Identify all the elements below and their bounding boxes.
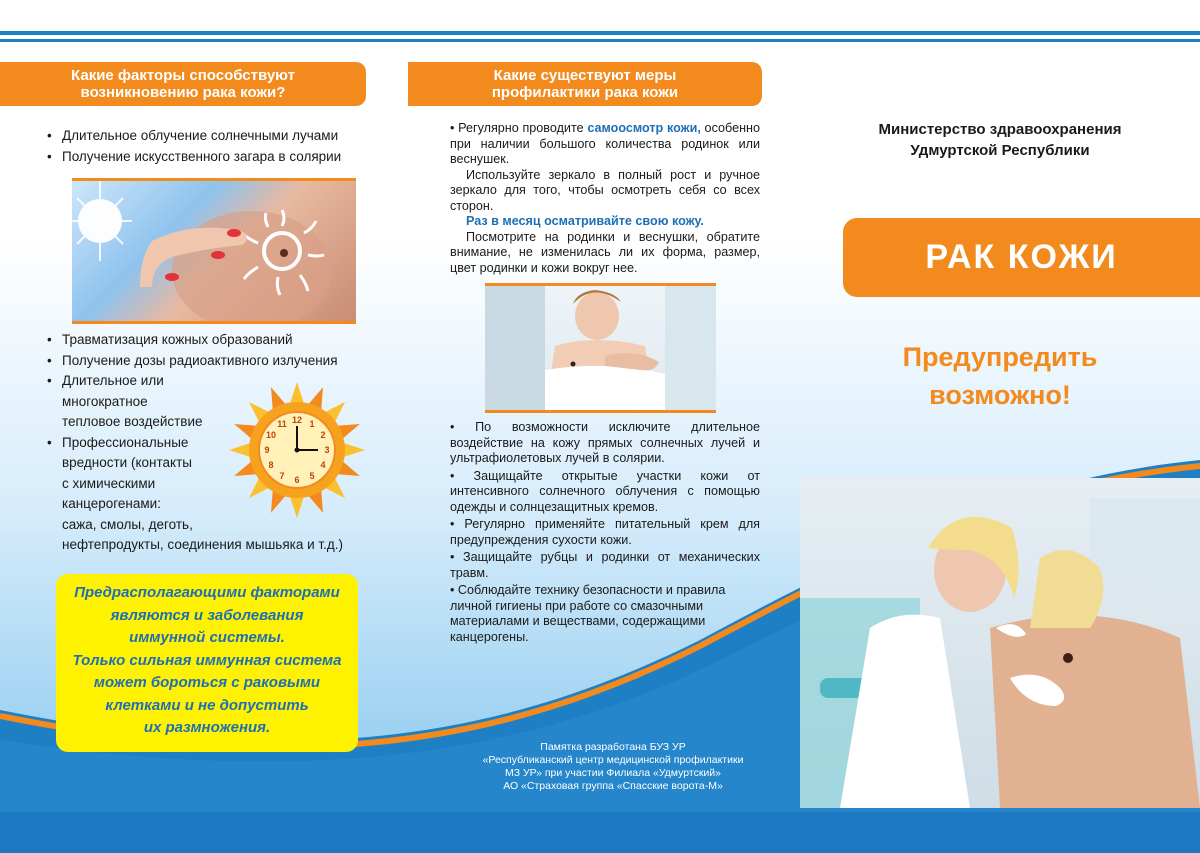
credits-line: АО «Страховая группа «Спасские ворота-М» xyxy=(503,780,723,792)
list-item-continuation: нефтепродукты, соединения мышьяка и т.д.) xyxy=(62,537,343,552)
woman-self-exam-illustration xyxy=(485,286,716,410)
clock-number: 8 xyxy=(268,460,274,470)
self-exam-paragraph xyxy=(450,121,760,168)
immune-note-line: Предрасполагающими факторами xyxy=(74,584,340,601)
mirror-paragraph: Используйте зеркало в полный рост и ручное зеркало для того, чтобы осмотреть себя со всех сторон. xyxy=(450,167,760,213)
sun-ray xyxy=(290,495,305,518)
slogan-line-2: возможно! xyxy=(929,380,1071,410)
immune-note-line: клетками и не допустить xyxy=(105,696,309,714)
sun-skin-illustration xyxy=(72,181,356,321)
tip-item: • Защищайте открытые участки кожи от интенсивного солнечного облучения с помощью одежды и солнцезащитных кремов. xyxy=(450,468,760,514)
prevention-tips xyxy=(450,420,760,645)
clock-number: 7 xyxy=(279,470,285,481)
clock-number: 3 xyxy=(324,445,330,455)
immune-note-line: Только сильная иммунная система xyxy=(72,651,342,669)
doctor-exam-illustration xyxy=(800,478,1200,808)
credits-line: Памятка разработана БУЗ УР xyxy=(540,741,686,753)
p1-highlight: самоосмотр кожи, xyxy=(587,121,701,135)
top-stripe xyxy=(0,31,1200,35)
p1-suffix: особенно при наличии большого количества родинок или веснушек. xyxy=(450,121,760,166)
immune-note-line: их размножения. xyxy=(143,719,271,736)
ministry-line-2: Удмуртской Республики xyxy=(910,142,1090,159)
brochure-title-text: РАК КОЖИ xyxy=(925,238,1118,276)
prevention-header-line-1: Какие существуют меры xyxy=(493,67,677,84)
clock-number: 10 xyxy=(266,430,277,440)
sun-ray xyxy=(229,443,252,458)
list-item-continuation: сажа, смолы, деготь, xyxy=(62,516,193,532)
list-item-text: Длительное или xyxy=(62,373,164,388)
credits-line: МЗ УР» при участии Филиала «Удмуртский» xyxy=(505,767,721,779)
clock-number: 2 xyxy=(320,430,326,440)
tip-item: • Регулярно применяйте питательный крем для предупреждения сухости кожи. xyxy=(450,517,760,547)
slogan xyxy=(870,338,1130,414)
self-exam-text xyxy=(450,121,760,276)
list-item-continuation: многократное xyxy=(62,393,148,409)
list-item: • Длительное облучение солнечными лучами xyxy=(44,126,384,147)
sunburn-photo xyxy=(72,178,356,324)
monthly-check-paragraph: Раз в месяц осматривайте свою кожу. xyxy=(466,214,704,228)
clock-number: 12 xyxy=(291,415,303,425)
credits-line: «Республиканский центр медицинской профилактики xyxy=(482,754,744,766)
slogan-line-1: Предупредить xyxy=(902,342,1098,372)
immune-note-line: иммунной системы. xyxy=(129,629,285,646)
ministry-name xyxy=(845,119,1155,161)
tip-item: • По возможности исключите длительное воздействие на кожу прямых солнечных лучей и ультрафиолетовых лучей в солярии. xyxy=(450,420,760,465)
list-item-continuation: с химическими xyxy=(62,475,156,491)
prevention-header xyxy=(408,62,762,106)
bottom-bar xyxy=(0,812,1200,853)
doctor-exam-photo xyxy=(800,478,1200,808)
ministry-line-1: Министерство здравоохранения xyxy=(878,121,1122,138)
immune-note-line: может бороться с раковыми xyxy=(93,674,321,691)
credits xyxy=(448,741,778,793)
list-item-continuation: тепловое воздействие xyxy=(62,414,203,429)
list-item: • Получение дозы радиоактивного излучения xyxy=(44,351,404,372)
list-item: • Получение искусственного загара в солярии xyxy=(44,147,384,168)
moles-paragraph: Посмотрите на родинки и веснушки, обратите внимание, не изменилась ли их форма, размер, цвет родинки и кожи вокруг нее. xyxy=(450,229,760,275)
factors-list-top xyxy=(44,126,384,167)
list-item-continuation: канцерогенами: xyxy=(62,496,161,511)
prevention-header-line-2: профилактики рака кожи xyxy=(491,84,679,101)
sun-clock-icon xyxy=(222,380,372,520)
factors-header-line-1: Какие факторы способствуют xyxy=(71,67,295,84)
sun-ray xyxy=(342,443,365,458)
clock-number: 6 xyxy=(294,475,300,485)
immune-note-box xyxy=(56,574,358,752)
p1-prefix: • Регулярно проводите xyxy=(450,121,588,135)
list-item-continuation: вредности (контакты xyxy=(62,455,192,470)
immune-note-line: являются и заболевания xyxy=(110,606,304,624)
top-stripe-thin xyxy=(0,39,1200,42)
clock-number: 5 xyxy=(309,470,315,481)
clock-number: 4 xyxy=(320,460,326,470)
brochure-title xyxy=(843,218,1200,297)
list-item: • Травматизация кожных образований xyxy=(44,330,404,351)
factors-header-line-2: возникновению рака кожи? xyxy=(80,84,286,101)
clock-number: 1 xyxy=(309,419,315,430)
clock-number: 9 xyxy=(264,445,270,455)
self-exam-photo xyxy=(485,283,716,413)
sun-ray xyxy=(290,382,305,405)
factors-header xyxy=(0,62,366,106)
clock-number: 11 xyxy=(277,419,287,430)
tip-item: • Соблюдайте технику безопасности и правила личной гигиены при работе со смазочными материалами и веществами, содержащими канцерогены. xyxy=(450,583,726,644)
tip-item: • Защищайте рубцы и родинки от механических травм. xyxy=(450,550,760,580)
list-item-text: Профессиональные xyxy=(62,434,189,450)
